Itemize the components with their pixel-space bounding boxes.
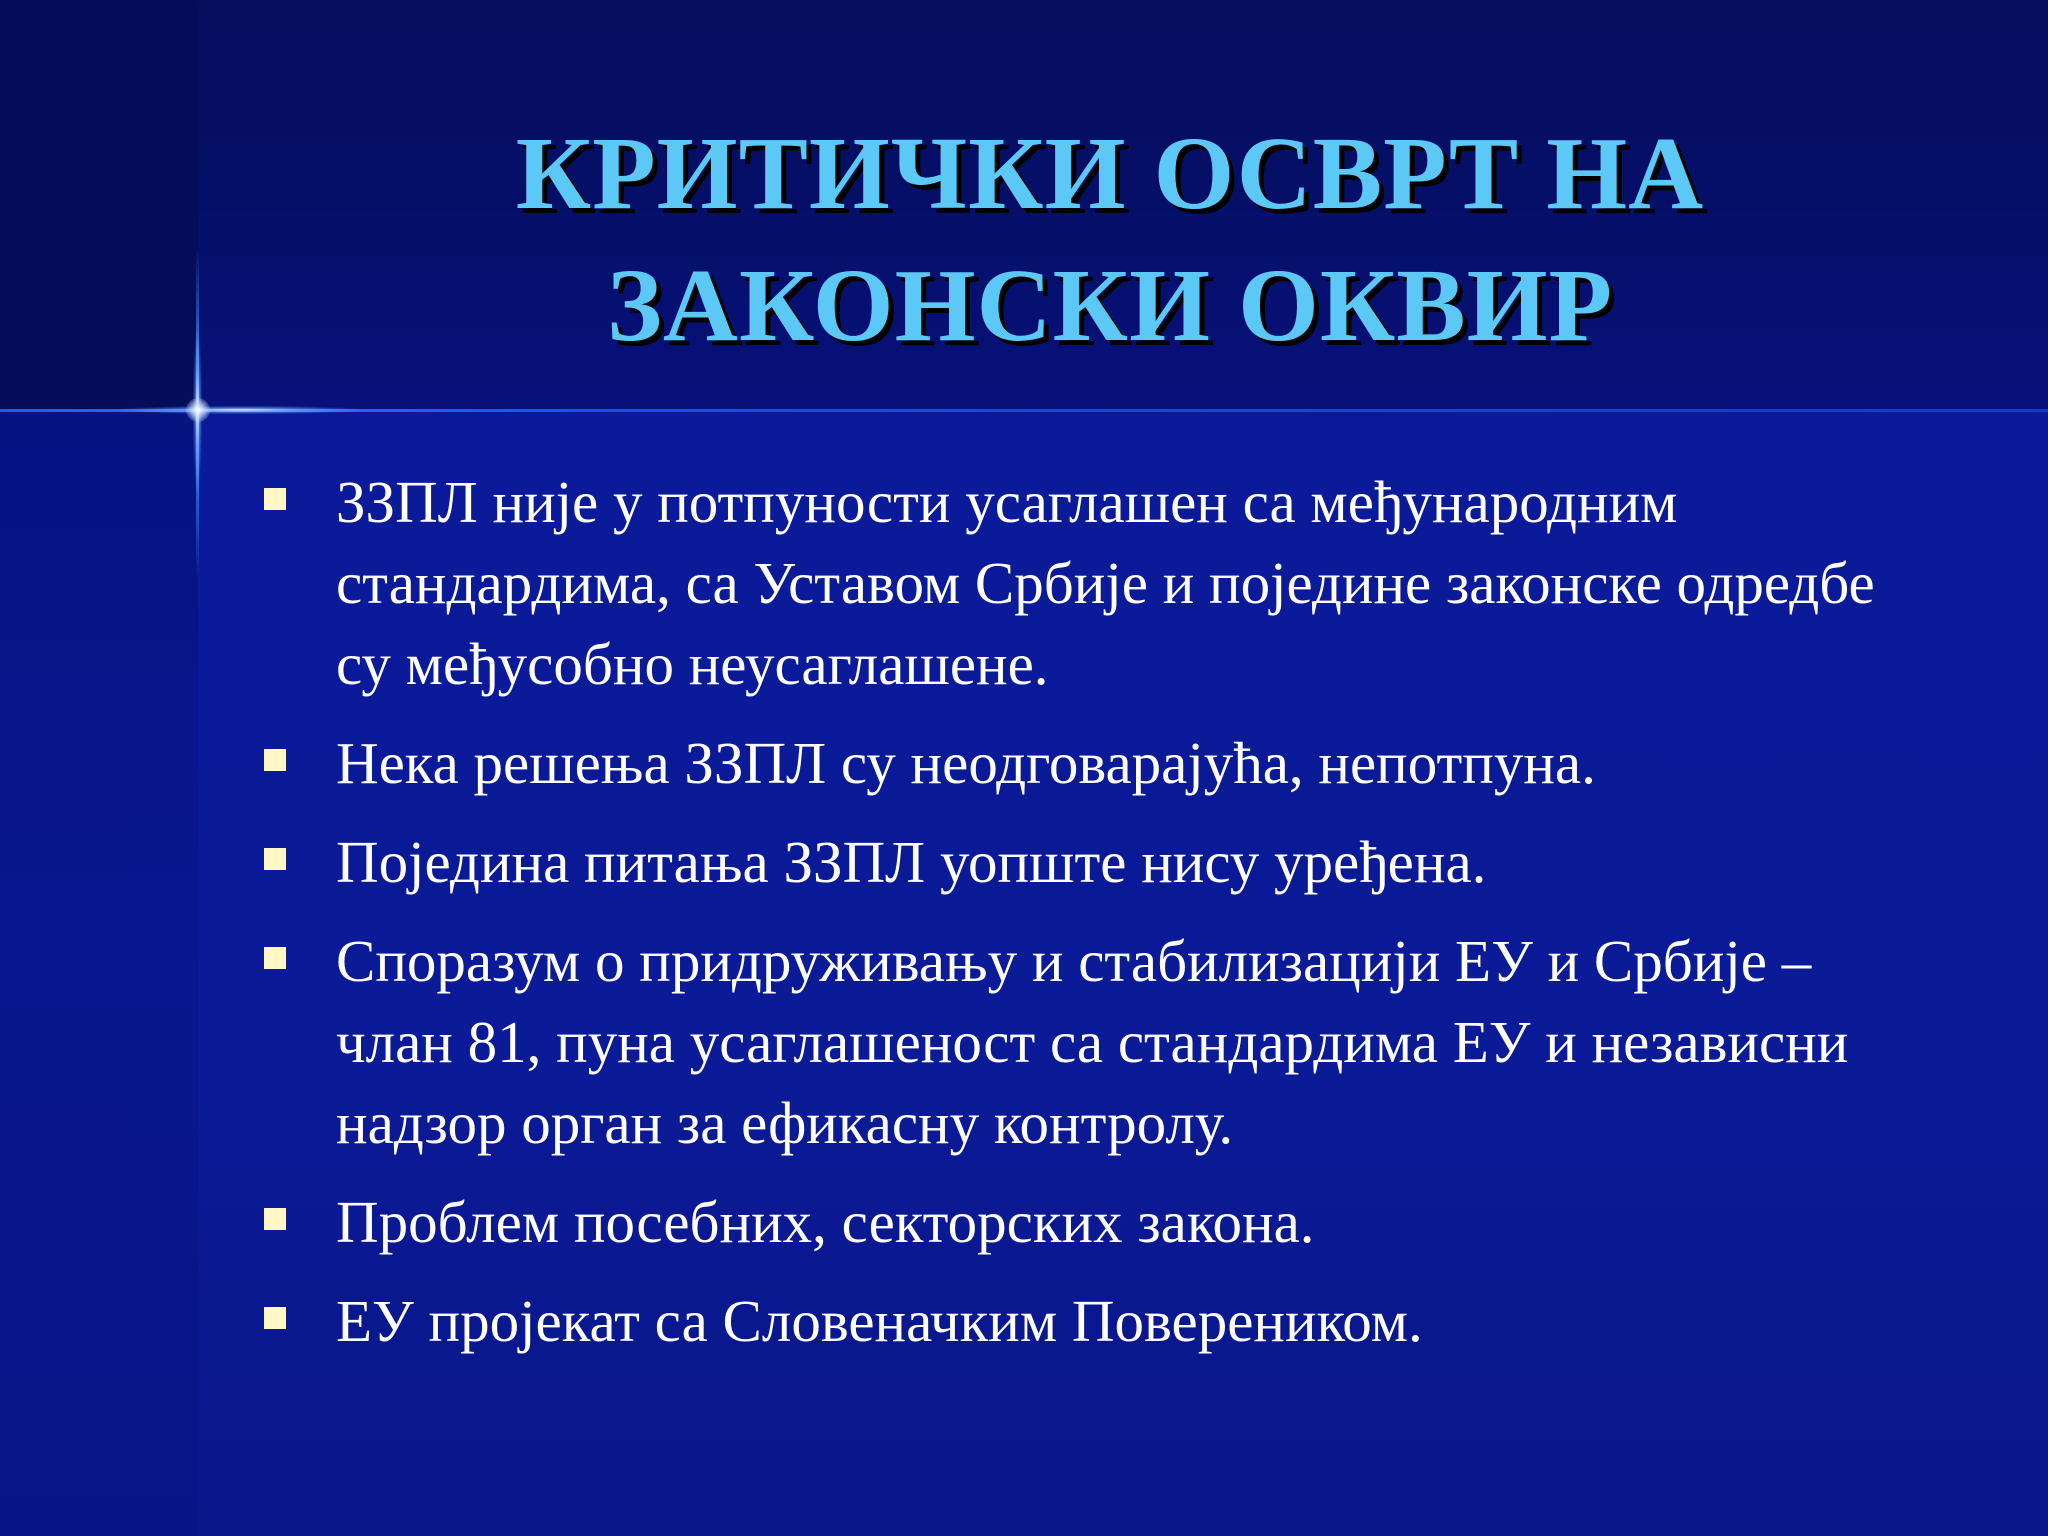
slide-title	[330, 108, 1890, 372]
bullet-text: Споразум о придруживању и стабилизацији ЕУ и Србије – члан 81, пуна усаглашеност са стандардима ЕУ и независни надзор орган за ефикасну контролу.	[336, 928, 1849, 1156]
square-bullet-icon	[264, 848, 286, 870]
bullet-text: ЗЗПЛ није у потпуности усаглашен са међународним стандардима, са Уставом Србије и поједине законске одредбе су међусобно неусаглашене.	[336, 469, 1875, 697]
square-bullet-icon	[264, 1307, 286, 1329]
bullet-item	[264, 462, 1924, 705]
sparkle-glow-horizontal	[120, 406, 360, 414]
sparkle-icon	[186, 398, 210, 422]
bullet-item	[264, 1182, 1924, 1263]
bullet-text: Нека решења ЗЗПЛ су неодговарајућа, непотпуна.	[336, 730, 1596, 796]
bullet-text: ЕУ пројекат са Словеначким Повереником.	[336, 1288, 1423, 1354]
bullet-item	[264, 723, 1924, 804]
bullet-item	[264, 1281, 1924, 1362]
bullet-item	[264, 822, 1924, 903]
slide-title-line-1: КРИТИЧКИ ОСВРТ НА	[515, 116, 1705, 231]
square-bullet-icon	[264, 749, 286, 771]
square-bullet-icon	[264, 488, 286, 510]
square-bullet-icon	[264, 947, 286, 969]
bullet-text: Поједина питања ЗЗПЛ уопште нису уређена.	[336, 829, 1487, 895]
slide-title-line-2: ЗАКОНСКИ ОКВИР	[606, 248, 1614, 363]
square-bullet-icon	[264, 1208, 286, 1230]
bullet-text: Проблем посебних, секторских закона.	[336, 1189, 1315, 1255]
bullet-item	[264, 921, 1924, 1164]
background-corner-block	[0, 0, 198, 410]
bullet-list	[264, 462, 1924, 1380]
